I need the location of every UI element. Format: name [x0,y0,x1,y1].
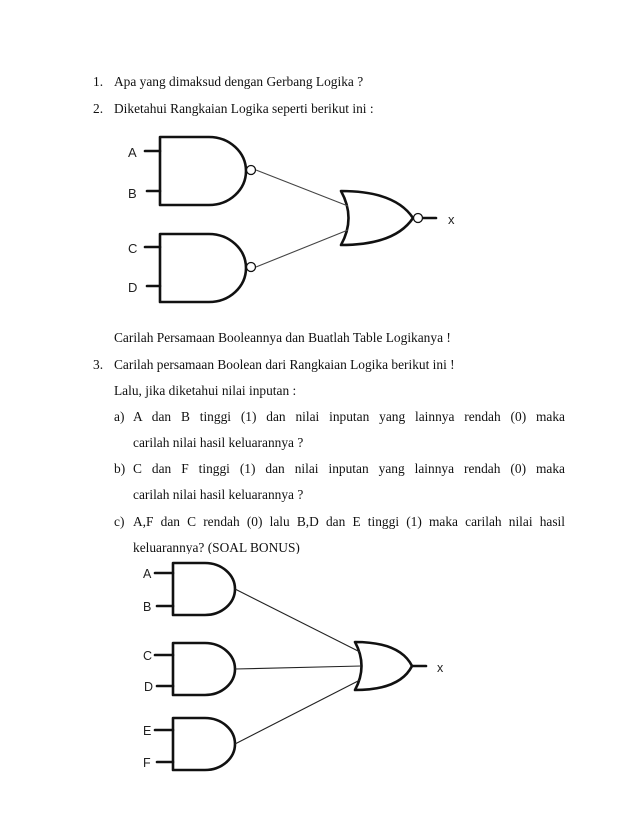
q2-instruction: Carilah Persamaan Booleannya dan Buatlah Table Logikanya ! [114,330,451,345]
or-gate-2 [355,642,412,690]
q3c-label: c) [114,514,125,529]
output-label-x2: x [437,661,444,675]
q2-text: Diketahui Rangkaian Logika seperti berikut ini : [114,101,374,116]
q3b-line2: carilah nilai hasil keluarannya ? [133,487,304,502]
and-gate-1 [173,563,235,615]
input-label-d: D [128,280,138,295]
q2-number: 2. [93,101,104,116]
input-label-d2: D [144,680,154,694]
q3b-label: b) [114,461,126,476]
output-label-x: x [448,212,455,227]
input-label-a: A [128,145,137,160]
wire-and3-to-or [235,680,360,744]
q3c-line1: A,F dan C rendah (0) lalu B,D dan E tinggi (1) maka carilah nilai hasil [133,514,565,529]
q1-text: Apa yang dimaksud dengan Gerbang Logika ? [114,74,364,89]
and-gate-2 [173,643,235,695]
input-label-c: C [128,241,138,256]
input-label-b: B [128,186,137,201]
q3b-line1: C dan F tinggi (1) dan nilai inputan yang lainnya rendah (0) maka [133,461,565,476]
q3a-line1: A dan B tinggi (1) dan nilai inputan yang lainnya rendah (0) maka [133,409,565,424]
q3-number: 3. [93,357,104,372]
q3a-line2: carilah nilai hasil keluarannya ? [133,435,304,450]
input-label-a2: A [143,567,152,581]
q3c-line2: keluarannya? (SOAL BONUS) [133,540,300,554]
and-gate-3 [173,718,235,770]
wire-and2-to-or [235,666,361,669]
q3-intro: Lalu, jika diketahui nilai inputan : [114,383,297,398]
q3a-label: a) [114,409,125,424]
input-label-f2: F [143,756,151,770]
input-label-b2: B [143,600,152,614]
input-label-e2: E [143,724,152,738]
q3-text: Carilah persamaan Boolean dari Rangkaian Logika berikut ini ! [114,357,455,372]
input-label-c2: C [143,649,153,663]
wire-and1-to-or [235,589,360,652]
q1-number: 1. [93,74,104,89]
